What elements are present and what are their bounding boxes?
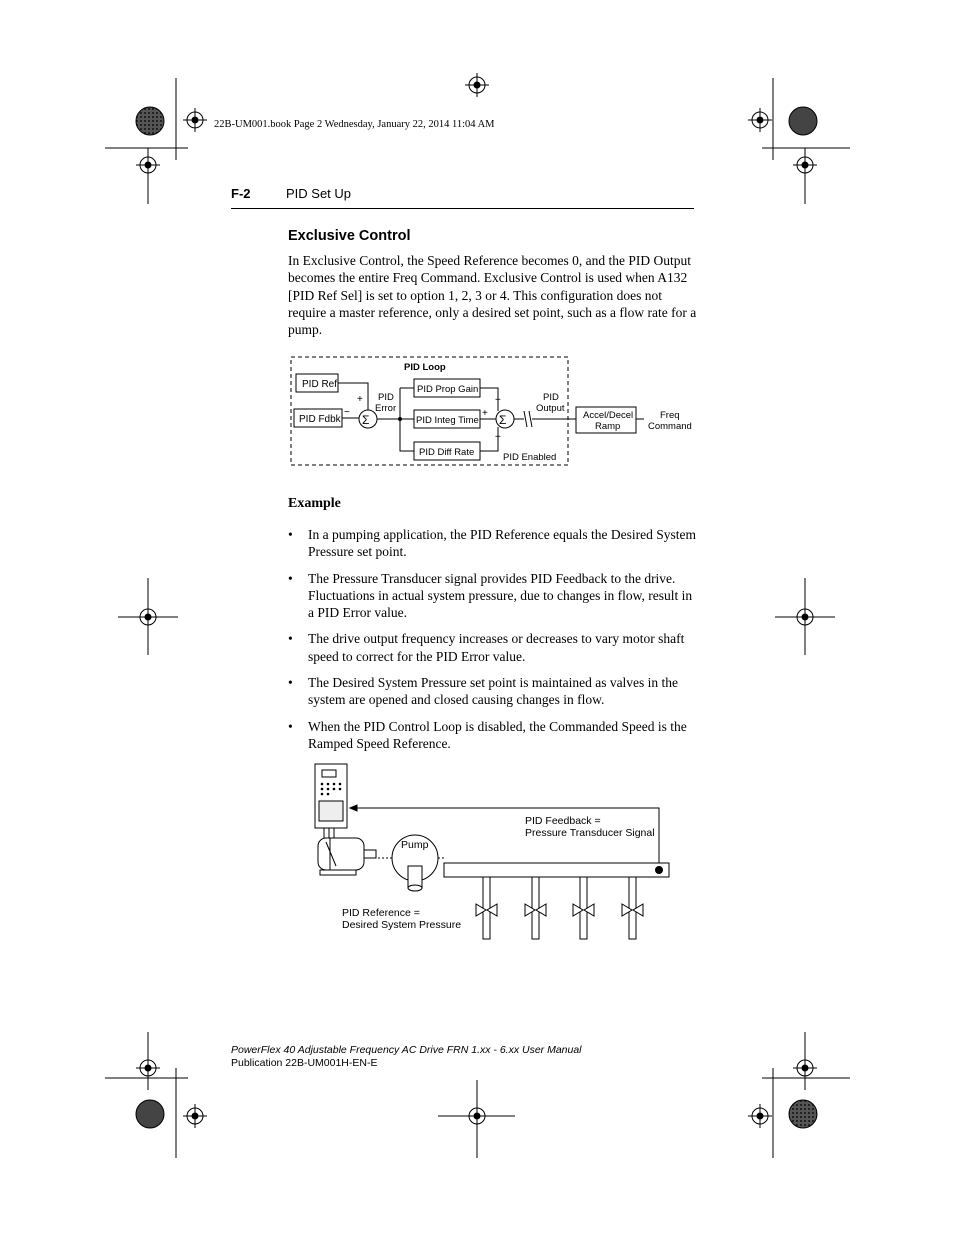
page-code: F-2 xyxy=(231,186,251,201)
sigma-symbol-2: Σ xyxy=(499,413,507,427)
list-item-text: In a pumping application, the PID Reference equals the Desired System Pressure set point. xyxy=(308,527,697,560)
list-item xyxy=(288,674,698,709)
pid-feedback-label-2: Pressure Transducer Signal xyxy=(525,827,655,839)
bullet-icon: • xyxy=(288,675,293,691)
intro-paragraph: In Exclusive Control, the Speed Reference becomes 0, and the PID Output becomes the entire Freq Command. Exclusive Control is used when A132 [PID Ref Sel] is set to option 1, 2, 3 or 4. This configuration does not require a master reference, only a desired set point, such as a flow rate for a pump. xyxy=(288,253,697,338)
accel-decel-label-2: Ramp xyxy=(595,421,621,432)
pump-system-diagram xyxy=(300,758,680,948)
accel-decel-label-1: Accel/Decel xyxy=(583,410,634,421)
list-item xyxy=(288,570,698,622)
list-item xyxy=(288,526,698,561)
pump-label: Pump xyxy=(401,839,429,851)
freq-command-label-1: Freq xyxy=(660,410,680,421)
bullet-icon: • xyxy=(288,527,293,542)
example-heading: Example xyxy=(288,496,341,511)
list-item-text: The Desired System Pressure set point is maintained as valves in the system are opened and closed causing changes in flow. xyxy=(308,675,679,708)
valve-icon xyxy=(622,877,643,939)
pid-output-label-2: Output xyxy=(536,403,565,414)
motor-icon xyxy=(318,838,376,875)
print-info: 22B-UM001.book Page 2 Wednesday, January 22, 2014 11:04 AM xyxy=(214,119,495,130)
pid-reference-label-1: PID Reference = xyxy=(342,907,420,919)
pid-output-label-1: PID xyxy=(543,392,559,403)
header-rule xyxy=(231,208,694,209)
plus-sign-diff: + xyxy=(495,432,501,443)
valve-icon xyxy=(525,877,546,939)
pid-integ-time-label: PID Integ Time xyxy=(416,415,479,426)
bullet-icon: • xyxy=(288,631,293,647)
list-item-text: The Pressure Transducer signal provides PID Feedback to the drive. Fluctuations in actual system pressure, due to changes in flow, result in a PID Error value. xyxy=(308,570,693,621)
bullet-icon: • xyxy=(288,570,293,586)
pid-loop-label: PID Loop xyxy=(404,362,446,373)
pid-error-label-2: Error xyxy=(375,403,397,414)
pid-reference-label-2: Desired System Pressure xyxy=(342,919,462,931)
pid-error-label-1: PID xyxy=(378,392,394,403)
list-item xyxy=(288,630,698,665)
bullet-icon: • xyxy=(288,718,293,734)
freq-command-label-2: Command xyxy=(648,421,692,432)
plus-sign-integ: + xyxy=(482,408,488,419)
pid-enabled-label: PID Enabled xyxy=(503,452,557,463)
pid-prop-gain-label: PID Prop Gain xyxy=(417,384,479,395)
pid-feedback-label-1: PID Feedback = xyxy=(525,815,601,827)
footer-publication: Publication 22B-UM001H-EN-E xyxy=(231,1057,378,1069)
pipe-icon xyxy=(444,863,669,877)
footer-manual-title: PowerFlex 40 Adjustable Frequency AC Drive FRN 1.xx - 6.xx User Manual xyxy=(231,1044,582,1056)
minus-sign-fdbk: − xyxy=(344,407,350,418)
valve-icon xyxy=(573,877,594,939)
sigma-symbol-1: Σ xyxy=(362,413,370,427)
plus-sign-ref: + xyxy=(357,394,363,405)
section-heading: Exclusive Control xyxy=(288,228,411,244)
example-list xyxy=(288,526,698,761)
list-item-text: When the PID Control Loop is disabled, the Commanded Speed is the Ramped Speed Reference. xyxy=(308,718,687,751)
pid-ref-label: PID Ref xyxy=(302,379,338,390)
pid-block-diagram xyxy=(284,352,704,472)
list-item-text: The drive output frequency increases or decreases to vary motor shaft speed to correct for the PID Error value. xyxy=(308,631,685,664)
section-title: PID Set Up xyxy=(286,186,352,201)
pid-diff-rate-label: PID Diff Rate xyxy=(419,447,475,458)
valve-icon xyxy=(476,877,497,939)
pid-fdbk-label: PID Fdbk xyxy=(299,414,341,425)
plus-sign-prop: + xyxy=(495,395,501,406)
list-item xyxy=(288,718,698,753)
